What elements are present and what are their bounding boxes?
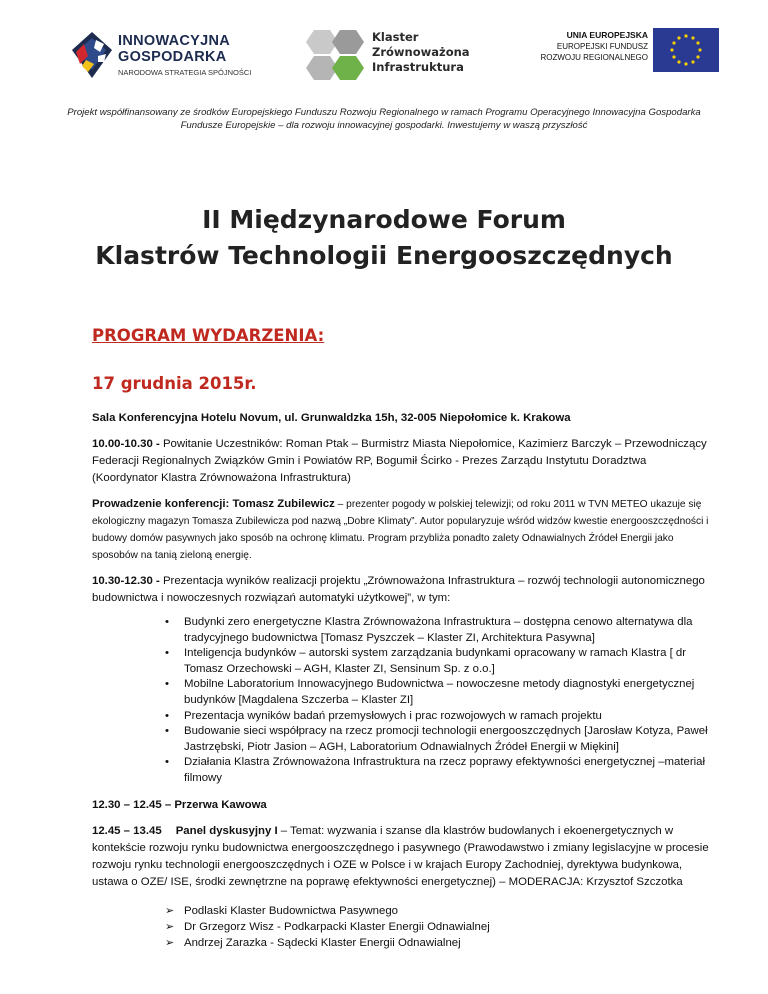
host-label: Prowadzenie konferencji: Tomasz Zubilewicz xyxy=(92,498,335,510)
panel-label: Panel dyskusyjny I xyxy=(175,824,278,837)
panelists-list xyxy=(92,903,712,951)
list-item: • Budynki zero energetyczne Klastra Zrównoważona Infrastruktura – dostępna cenowo alternatywa dla tradycyjnego budownictwa [Tomasz Pyszczek – Klaster ZI, Architektura Pasywna] xyxy=(184,615,712,646)
agenda-text: – Temat: wyzwania i szanse dla klastrów budowlanych i ekoenergetycznych w kontekście rozwoju rynku budownictwa energooszczędnego i pasywnego (Prawodawstwo i zmiany legislacyjne w procesie rozwoju rynku technologii energooszczędnych i OZE w Polsce i w krajach Europy Zachodniej, dyrektywa budynkowa, ustawa o OZE/ ISE, środki zewnętrzne na poprawę efektywności energetycznej) – MODERACJA: Krzysztof Szczotka xyxy=(92,824,709,888)
cofinancing-line2: Fundusze Europejskie – dla rozwoju innowacyjnej gospodarki. Inwestujemy w waszą przyszłość xyxy=(180,120,588,131)
title-line1: II Międzynarodowe Forum xyxy=(202,205,566,234)
venue: Sala Konferencyjna Hotelu Novum, ul. Grunwaldzka 15h, 32-005 Niepołomice k. Krakowa xyxy=(92,412,571,424)
cofinancing-note xyxy=(20,106,748,132)
page-title xyxy=(0,202,768,274)
klaster-zi-logo xyxy=(300,26,480,86)
host-text: – prezenter pogody w polskiej telewizji; od roku 2011 w TVN METEO ukazuje się ekologiczny magazyn Tomasza Zubilewicza pod nazwą „Dobre Klimaty”. Autor popularyzuje wśród widzów kwestie energooszczędności i budowy domów pasywnych jako sposób na ochronę klimatu. Program przybliża ponadto zalety Odnawialnych Źródeł Energii jako sposobów na tanią zieloną energię. xyxy=(92,499,709,561)
cofinancing-line1: Projekt współfinansowany ze środków Europejskiego Funduszu Rozwoju Regionalnego w ramach Programu Operacyjnego Innowacyjna Gospodarka xyxy=(67,107,701,118)
list-item: • Prezentacja wyników badań przemysłowych i prac rozwojowych w ramach projektu xyxy=(184,709,712,725)
agenda-item-panel xyxy=(92,823,712,891)
klaster-hexagon-icon xyxy=(300,26,370,86)
agenda-item-welcome xyxy=(92,436,712,487)
eu-line1: UNIA EUROPEJSKA xyxy=(566,30,648,40)
program-heading: PROGRAM WYDARZENIA: xyxy=(92,326,325,345)
innowacyjna-gospodarka-logo xyxy=(70,28,270,84)
agenda-text: Prezentacja wyników realizacji projektu „Zrównoważona Infrastruktura – rozwój technologii autonomicznego budownictwa i nowoczesnych rozwiązań automatyki użytkowej”, w tym: xyxy=(92,575,705,604)
coffee-break: 12.30 – 12.45 – Przerwa Kawowa xyxy=(92,798,267,811)
date-heading: 17 grudnia 2015r. xyxy=(92,374,257,393)
list-item: ➢ Podlaski Klaster Budownictwa Pasywnego xyxy=(184,903,712,919)
logo-header xyxy=(0,22,768,92)
ig-title-line1: INNOWACYJNA xyxy=(118,33,231,49)
program-content xyxy=(92,410,712,951)
list-item: ➢ Andrzej Zarazka - Sądecki Klaster Energii Odnawialnej xyxy=(184,935,712,951)
list-item: • Inteligencja budynków – autorski system zarządzania budynkami opracowany w ramach Klastra [ dr Tomasz Orzechowski – AGH, Klaster ZI, Sensinum Sp. z o.o.] xyxy=(184,646,712,677)
agenda-text: Powitanie Uczestników: Roman Ptak – Burmistrz Miasta Niepołomice, Kazimierz Barczyk – Przewodniczący Federacji Regionalnych Związków Gmin i Powiatów RP, Bogumił Ścirko - Prezes Zarządu Instytutu Doradztwa (Koordynator Klastra Zrównoważona Infrastruktura) xyxy=(92,438,707,484)
agenda-time: 12.45 – 13.45 xyxy=(92,824,162,837)
list-item: • Działania Klastra Zrównoważona Infrastruktura na rzecz poprawy efektywności energetycznej –materiał filmowy xyxy=(184,755,712,786)
klaster-line3: Infrastruktura xyxy=(372,60,464,74)
ig-title-line2: GOSPODARKA xyxy=(118,49,227,65)
list-item: ➢ Dr Grzegorz Wisz - Podkarpacki Klaster Energii Odnawialnej xyxy=(184,919,712,935)
eu-text xyxy=(528,30,648,63)
list-item: • Mobilne Laboratorium Innowacyjnego Budownictwa – nowoczesne metody diagnostyki energetycznej budynków [Magdalena Szczerba – Klaster ZI] xyxy=(184,677,712,708)
eu-line2: EUROPEJSKI FUNDUSZ xyxy=(556,42,648,51)
presentation-bullets xyxy=(92,615,712,787)
klaster-name xyxy=(372,30,470,75)
ig-subtitle: NARODOWA STRATEGIA SPÓJNOŚCI xyxy=(118,68,252,77)
innowacyjna-gospodarka-emblem-icon xyxy=(70,30,114,80)
klaster-line1: Klaster xyxy=(372,30,419,44)
list-item: • Budowanie sieci współpracy na rzecz promocji technologii energooszczędnych [Jarosław Kotyza, Paweł Jastrzębski, Piotr Jasion – AGH, Laboratorium Odnawialnych Źródeł Energii w Miękini] xyxy=(184,724,712,755)
eu-logo xyxy=(528,28,728,84)
eu-flag-icon xyxy=(653,28,719,72)
host-info xyxy=(92,496,712,564)
agenda-time: 10.00-10.30 - xyxy=(92,438,163,450)
agenda-time: 10.30-12.30 - xyxy=(92,575,163,587)
eu-line3: ROZWOJU REGIONALNEGO xyxy=(540,53,648,62)
title-line2: Klastrów Technologii Energooszczędnych xyxy=(95,241,673,270)
klaster-line2: Zrównoważona xyxy=(372,45,470,59)
agenda-item-presentation xyxy=(92,573,712,607)
